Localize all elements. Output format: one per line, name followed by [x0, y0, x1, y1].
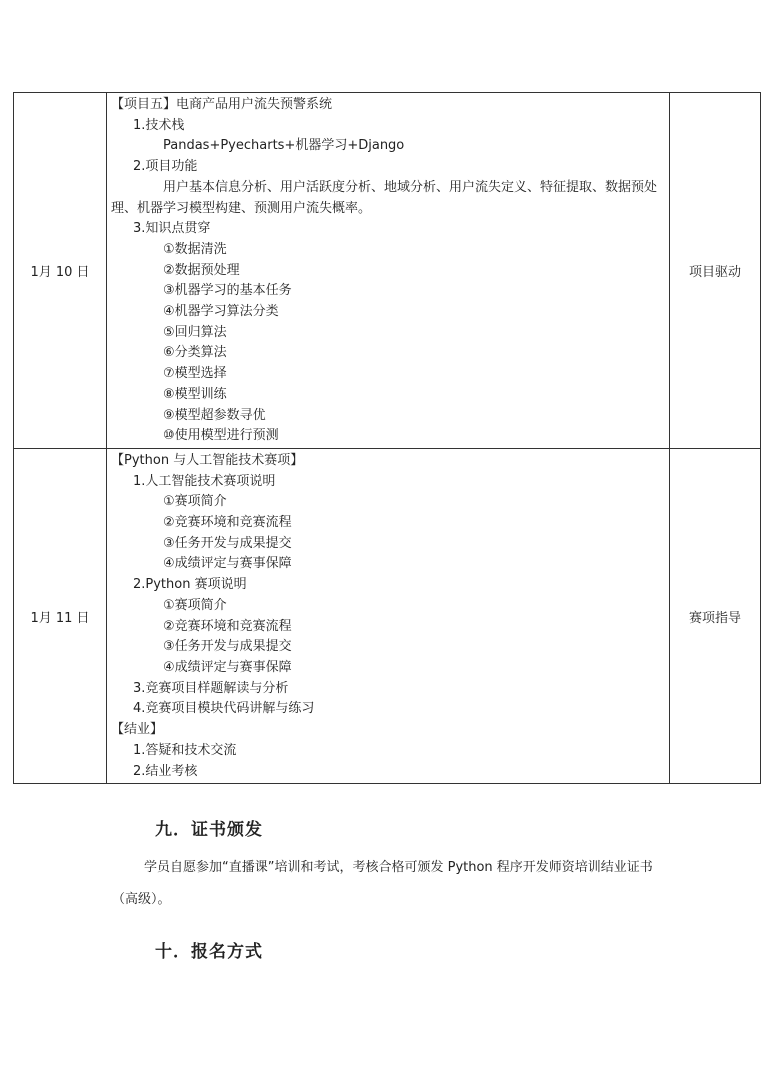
- section-9-title: 九．证书颁发: [155, 820, 263, 840]
- content-line: 1.答疑和技术交流: [133, 742, 237, 758]
- content-line: 4.竞赛项目模块代码讲解与练习: [133, 701, 315, 717]
- content-line: ②竞赛环境和竞赛流程: [163, 618, 292, 634]
- content-line: 3.竞赛项目样题解读与分析: [133, 680, 289, 696]
- schedule-row: [14, 93, 761, 449]
- section-9-body: 学员自愿参加“直播课”培训和考试，考核合格可颁发 Python 程序开发师资培训结业证书（高级）。: [112, 860, 653, 907]
- content-line: 2.Python 赛项说明: [133, 577, 247, 593]
- content-line: ④成绩评定与赛事保障: [163, 659, 292, 675]
- content-line: ⑥分类算法: [163, 345, 227, 361]
- content-line: ⑧模型训练: [163, 386, 227, 402]
- schedule-table: [13, 92, 761, 784]
- content-lines: [107, 449, 669, 783]
- content-line: 用户基本信息分析、用户活跃度分析、地域分析、用户流失定义、特征提取、数据预处理、机器学习模型构建、预测用户流失概率。: [111, 179, 658, 216]
- schedule-row: [14, 448, 761, 783]
- content-line: ④成绩评定与赛事保障: [163, 556, 292, 572]
- section-10-title: 十．报名方式: [155, 942, 263, 962]
- content-line: ⑦模型选择: [163, 366, 227, 382]
- content-line: ⑨模型超参数寻优: [163, 407, 266, 423]
- row-content-cell: [107, 448, 670, 783]
- content-heading: 【结业】: [111, 722, 164, 738]
- content-line: Pandas+Pyecharts+机器学习+Django: [163, 138, 405, 154]
- content-line: ⑤回归算法: [163, 324, 227, 340]
- content-line: 1.人工智能技术赛项说明: [133, 473, 276, 489]
- content-line: ③任务开发与成果提交: [163, 535, 292, 551]
- content-line: 3.知识点贯穿: [133, 221, 211, 237]
- content-line: ①赛项简介: [163, 494, 227, 510]
- row-date-cell: 1月 10 日: [14, 93, 107, 449]
- content-line: ③任务开发与成果提交: [163, 639, 292, 655]
- content-line: ①赛项简介: [163, 597, 227, 613]
- content-line: ⑩使用模型进行预测: [163, 428, 279, 444]
- content-line: ②数据预处理: [163, 262, 240, 278]
- content-line: ①数据清洗: [163, 241, 227, 257]
- content-line: ②竞赛环境和竞赛流程: [163, 515, 292, 531]
- content-line: 2.结业考核: [133, 763, 198, 779]
- row-method-cell: 项目驱动: [670, 93, 761, 449]
- row-method-cell: 赛项指导: [670, 448, 761, 783]
- content-heading: 【Python 与人工智能技术赛项】: [111, 452, 304, 468]
- row-date-cell: 1月 11 日: [14, 448, 107, 783]
- content-lines: [107, 93, 669, 448]
- content-line: 2.项目功能: [133, 159, 198, 175]
- row-content-cell: [107, 93, 670, 449]
- content-line: ④机器学习算法分类: [163, 304, 279, 320]
- content-line: 1.技术栈: [133, 117, 185, 133]
- content-line: ③机器学习的基本任务: [163, 283, 292, 299]
- content-heading: 【项目五】电商产品用户流失预警系统: [111, 97, 333, 112]
- schedule-body: [14, 93, 761, 784]
